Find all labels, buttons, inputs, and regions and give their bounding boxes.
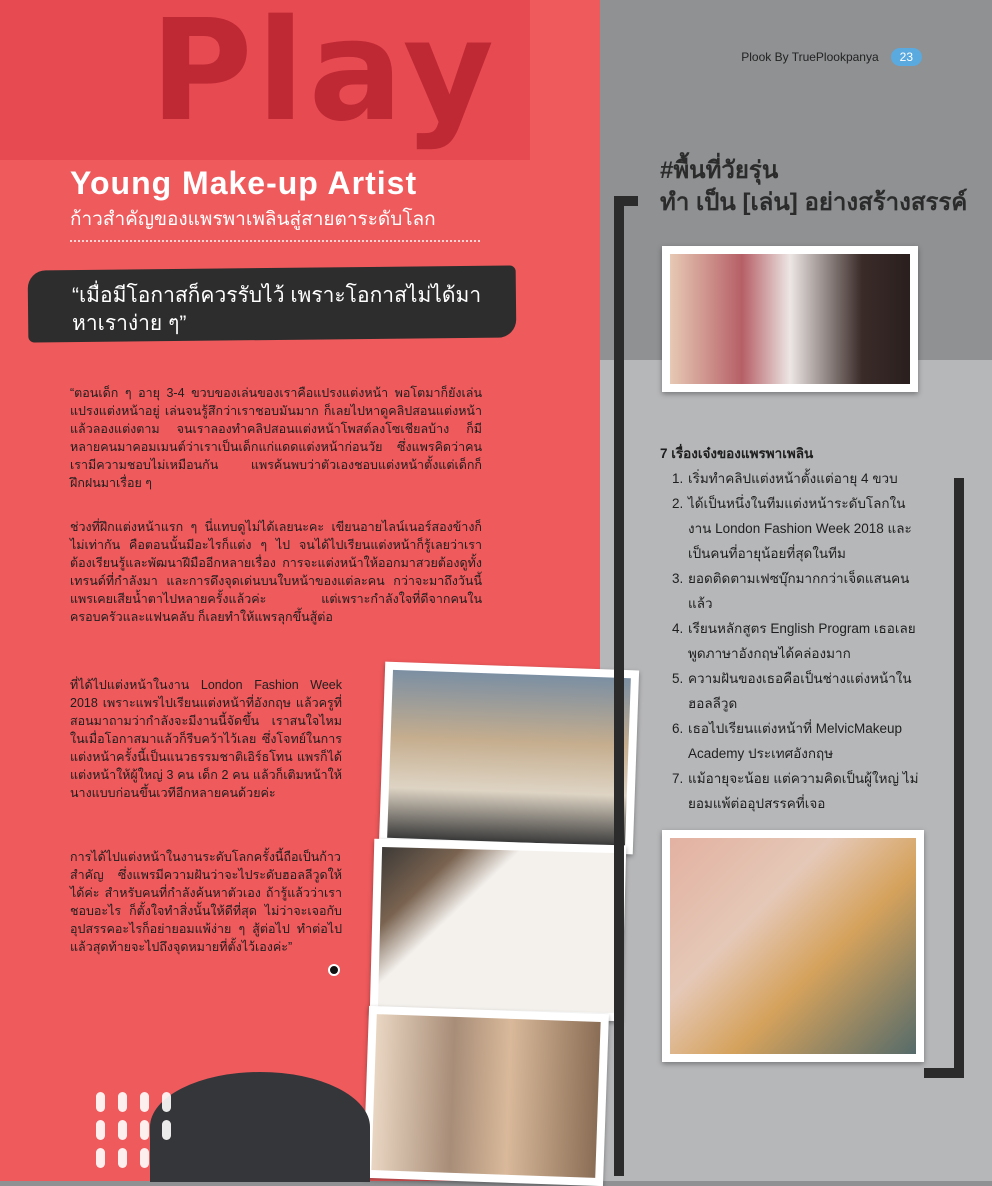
photo-fashion-week-runway (379, 662, 639, 855)
pull-quote: “เมื่อมีโอกาสก็ควรรับไว้ เพราะโอกาสไม่ได้มาหาเราง่าย ๆ” (72, 284, 482, 335)
body-paragraph-2: ช่วงที่ฝึกแต่งหน้าแรก ๆ นี่แทบดูไม่ได้เลยนะคะ เขียนอายไลน์เนอร์สองข้างก็ไม่เท่ากัน คือตอนนั้นมีอะไรก็แต่ง ๆ ไป จนได้ไปเรียนแต่งหน้าก็รู้เลยว่าเราต้องเรียนรู้และพัฒนาฝีมืออีกหลายเรื่อง การจะแต่งหน้าให้ออกมาสวยต้องดูทั้งเทรนด์ที่กำลังมา และการดึงจุดเด่นบนใบหน้าของแต่ละคน กว่าจะมาถึงวันนี้แพรเคยเสียน้ำตาไปหลายครั้งแล้วค่ะ แต่เพราะกำลังใจที่ดีจากคนในครอบครัวและแฟนคลับ ก็เลยทำให้แพรลุกขึ้นสู้ต่อ (70, 520, 482, 624)
facts-list-title: 7 เรื่องเจ๋งของแพรพาเพลิน (660, 446, 814, 461)
background-play-lettering: Play (150, 0, 499, 153)
sidebar-frame-bottom (924, 1068, 964, 1078)
section-tagline: ทำ เป็น [เล่น] อย่างสร้างสรรค์ (660, 189, 968, 216)
sidebar-frame-right (954, 478, 964, 1078)
page-header (741, 48, 922, 66)
photo-face-chart-makeup (370, 839, 627, 1022)
page-number-badge: 23 (891, 48, 922, 66)
sidebar-frame-left (614, 196, 624, 1176)
body-paragraph-3: ที่ได้ไปแต่งหน้าในงาน London Fashion Week 2018 เพราะแพรไปเรียนแต่งหน้าที่อังกฤษ แล้วครูที่สอนมาถามว่ากำลังจะมีงานนี้จัดขึ้น เราสนใจไหม ในเมื่อโอกาสมาแล้วก็รีบคว้าไว้เลย ซึ่งโจทย์ในการแต่งหน้าครั้งนี้เป็นแนวธรรมชาติเอิร์ธโทน แพรก็ได้แต่งหน้าให้ผู้ใหญ่ 3 คน เด็ก 2 คน แล้วก็เติมหน้าให้นางแบบก่อนขึ้นเวทีอีกหลายคนด้วยค่ะ (70, 678, 342, 800)
dotted-divider (70, 240, 480, 242)
section-hashtag: #พื้นที่วัยรุ่น (660, 157, 779, 184)
list-item: 7. แม้อายุจะน้อย แต่ความคิดเป็นผู้ใหญ่ ไม่ยอมแพ้ต่ออุปสรรคที่เจอ (672, 771, 919, 811)
body-paragraph-4: การได้ไปแต่งหน้าในงานระดับโลกครั้งนี้ถือเป็นก้าวสำคัญ ซึ่งแพรมีความฝันว่าจะไประดับฮอลลีวูดให้ได้ค่ะ สำหรับคนที่กำลังค้นหาตัวเอง ถ้ารู้แล้วว่าเราชอบอะไร ก็ตั้งใจทำสิ่งนั้นให้ดีที่สุด ไม่ว่าจะเจอกับอุปสรรคอะไรก็อย่ายอมแพ้ง่าย ๆ สู้ต่อไป ทำต่อไป แล้วสุดท้ายจะไปถึงจุดหมายที่ตั้งไว้เองค่ะ” (70, 850, 342, 954)
body-paragraph-1: “ตอนเด็ก ๆ อายุ 3-4 ขวบของเล่นของเราคือแปรงแต่งหน้า พอโตมาก็ยังเล่นแปรงแต่งหน้าอยู่ เล่นจนรู้สึกว่าเราชอบมันมาก ก็เลยไปหาดูคลิปสอนแต่งหน้าแล้วลองแต่งตาม จนเราลองทำคลิปสอนแต่งหน้าโพสต์ลงโซเชียลบ้าง ก็มีหลายคนมาคอมเมนต์ว่าเราเป็นเด็กแก่แดดแต่งหน้าก่อนวัย ซึ่งแพรคิดว่าคนเรามีความชอบไม่เหมือนกัน แพรค้นพบว่าตัวเองชอบแต่งหน้าตั้งแต่เด็กก็ฝึกฝนมาเรื่อย ๆ (70, 386, 482, 490)
decorative-dots (96, 1092, 186, 1172)
list-item: 3. ยอดติดตามเฟซบุ๊กมากกว่าเจ็ดแสนคนแล้ว (672, 571, 910, 611)
article-subtitle: ก้าวสำคัญของแพรพาเพลินสู่สายตาระดับโลก (70, 209, 436, 230)
list-item: 4. เรียนหลักสูตร English Program เธอเลยพูดภาษาอังกฤษได้คล่องมาก (672, 621, 916, 661)
facts-list (672, 466, 926, 816)
list-item: 5. ความฝันของเธอคือเป็นช่างแต่งหน้าในฮอลลีวูด (672, 671, 912, 711)
photo-with-teacher (662, 830, 924, 1062)
sidebar-frame-top (614, 196, 638, 206)
list-item: 1. เริ่มทำคลิปแต่งหน้าตั้งแต่อายุ 4 ขวบ (672, 471, 898, 486)
photo-lipstick-application (662, 246, 918, 392)
photo-applying-makeup-child (363, 1006, 609, 1186)
end-of-article-icon (328, 964, 340, 976)
list-item: 2. ได้เป็นหนึ่งในทีมแต่งหน้าระดับโลกในงาน London Fashion Week 2018 และเป็นคนที่อายุน้อยที่สุดในทีม (672, 496, 912, 561)
article-title: Young Make-up Artist (70, 165, 418, 201)
brand-name: Plook By TruePlookpanya (741, 50, 879, 64)
list-item: 6. เธอไปเรียนแต่งหน้าที่ MelvicMakeup Academy ประเทศอังกฤษ (672, 721, 903, 761)
